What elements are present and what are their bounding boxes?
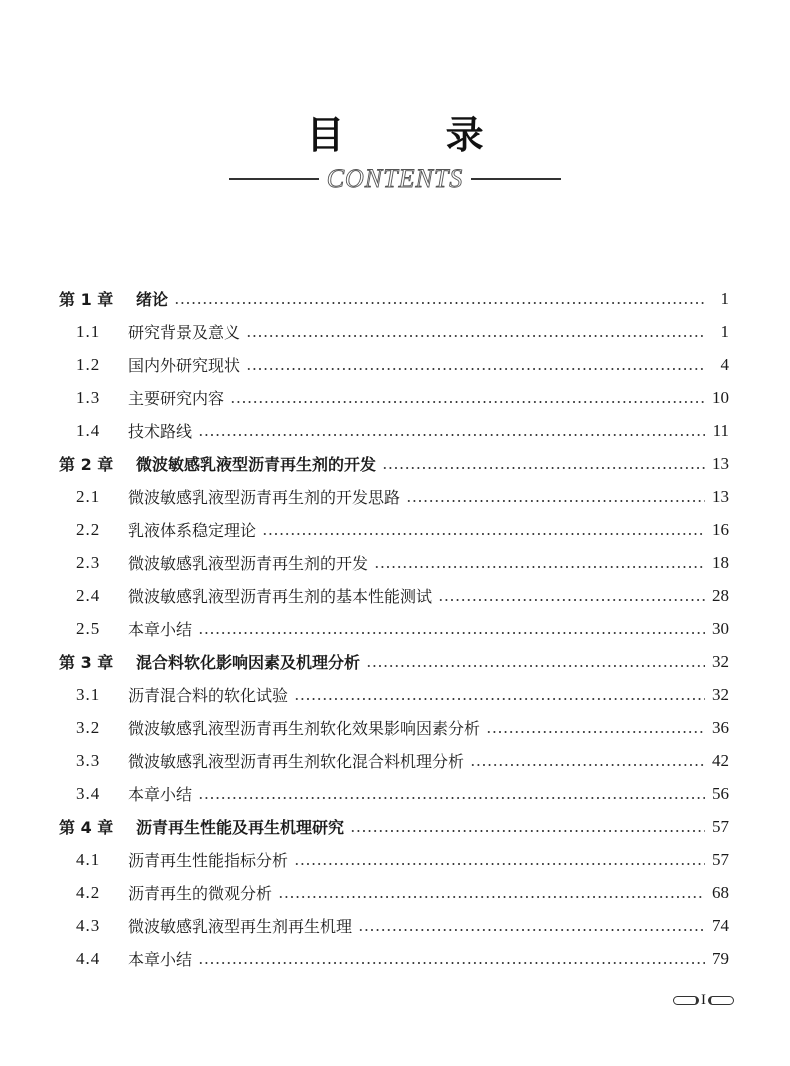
toc-dot-leader bbox=[366, 665, 705, 667]
toc-entry-number: 1.4 bbox=[76, 420, 101, 440]
toc-section-entry[interactable] bbox=[59, 579, 729, 612]
subtitle-rule-right bbox=[471, 178, 561, 180]
toc-entry-title: 微波敏感乳液型沥青再生剂的开发思路 bbox=[128, 488, 401, 507]
toc-dot-leader bbox=[470, 764, 705, 766]
toc-section-entry[interactable] bbox=[59, 612, 729, 645]
toc-entry-title: 混合料软化影响因素及机理分析 bbox=[136, 653, 361, 672]
table-of-contents bbox=[59, 282, 729, 975]
toc-entry-title: 微波敏感乳液型沥青再生剂软化效果影响因素分析 bbox=[128, 719, 481, 738]
toc-entry-page: 13 bbox=[712, 486, 729, 506]
toc-entry-page: 32 bbox=[712, 651, 729, 671]
toc-entry-number: 1.1 bbox=[76, 321, 101, 341]
toc-entry-page: 74 bbox=[712, 915, 729, 935]
toc-entry-title: 本章小结 bbox=[128, 620, 193, 639]
toc-section-entry[interactable] bbox=[59, 480, 729, 513]
toc-chapter-entry[interactable] bbox=[59, 447, 729, 480]
toc-entry-number: 4.2 bbox=[76, 882, 101, 902]
toc-dot-leader bbox=[278, 896, 705, 898]
toc-dot-leader bbox=[198, 632, 705, 634]
footer-ornament-left-icon bbox=[673, 996, 699, 1005]
toc-entry-number: 1.3 bbox=[76, 387, 101, 407]
toc-section-entry[interactable] bbox=[59, 546, 729, 579]
toc-entry-number: 3.3 bbox=[76, 750, 101, 770]
toc-entry-number: 2.1 bbox=[76, 486, 101, 506]
toc-entry-number: 4.1 bbox=[76, 849, 101, 869]
toc-dot-leader bbox=[486, 731, 705, 733]
toc-entry-number: 2.3 bbox=[76, 552, 101, 572]
toc-dot-leader bbox=[294, 698, 705, 700]
toc-dot-leader bbox=[374, 566, 705, 568]
toc-entry-number: 1.2 bbox=[76, 354, 101, 374]
toc-dot-leader bbox=[350, 830, 705, 832]
toc-entry-page: 32 bbox=[712, 684, 729, 704]
toc-entry-number: 2.4 bbox=[76, 585, 101, 605]
toc-entry-title: 微波敏感乳液型再生剂再生机理 bbox=[128, 917, 353, 936]
toc-section-entry[interactable] bbox=[59, 744, 729, 777]
toc-section-entry[interactable] bbox=[59, 414, 729, 447]
toc-dot-leader bbox=[198, 434, 705, 436]
subtitle-rule-left bbox=[229, 178, 319, 180]
toc-entry-title: 沥青再生性能及再生机理研究 bbox=[136, 818, 345, 837]
toc-entry-page: 11 bbox=[712, 420, 729, 440]
toc-entry-number: 2.5 bbox=[76, 618, 101, 638]
toc-entry-page: 18 bbox=[712, 552, 729, 572]
toc-section-entry[interactable] bbox=[59, 777, 729, 810]
toc-entry-title: 微波敏感乳液型沥青再生剂软化混合料机理分析 bbox=[128, 752, 465, 771]
toc-entry-title: 沥青再生性能指标分析 bbox=[128, 851, 289, 870]
toc-dot-leader bbox=[246, 368, 705, 370]
toc-chapter-entry[interactable] bbox=[59, 645, 729, 678]
toc-entry-number: 3.2 bbox=[76, 717, 101, 737]
toc-dot-leader bbox=[406, 500, 705, 502]
page-title: 目 录 bbox=[306, 113, 528, 157]
toc-dot-leader bbox=[358, 929, 705, 931]
toc-dot-leader bbox=[230, 401, 705, 403]
toc-entry-number: 第 3 章 bbox=[59, 653, 114, 672]
toc-entry-page: 16 bbox=[712, 519, 729, 539]
toc-dot-leader bbox=[294, 863, 705, 865]
toc-entry-number: 第 4 章 bbox=[59, 818, 114, 837]
toc-section-entry[interactable] bbox=[59, 513, 729, 546]
toc-entry-number: 4.4 bbox=[76, 948, 101, 968]
toc-dot-leader bbox=[382, 467, 705, 469]
toc-entry-title: 微波敏感乳液型沥青再生剂的开发 bbox=[136, 455, 377, 474]
subtitle-row bbox=[0, 164, 790, 194]
footer-page-number: I bbox=[701, 992, 706, 1008]
toc-entry-title: 本章小结 bbox=[128, 785, 193, 804]
toc-entry-title: 主要研究内容 bbox=[128, 389, 225, 408]
toc-chapter-entry[interactable] bbox=[59, 282, 729, 315]
toc-section-entry[interactable] bbox=[59, 909, 729, 942]
toc-entry-title: 乳液体系稳定理论 bbox=[128, 521, 257, 540]
toc-entry-number: 3.1 bbox=[76, 684, 101, 704]
toc-entry-page: 10 bbox=[712, 387, 729, 407]
toc-entry-page: 1 bbox=[720, 321, 729, 341]
toc-entry-page: 57 bbox=[712, 816, 729, 836]
toc-entry-page: 28 bbox=[712, 585, 729, 605]
toc-section-entry[interactable] bbox=[59, 348, 729, 381]
toc-dot-leader bbox=[246, 335, 705, 337]
toc-section-entry[interactable] bbox=[59, 876, 729, 909]
toc-entry-page: 30 bbox=[712, 618, 729, 638]
toc-dot-leader bbox=[262, 533, 705, 535]
page-footer bbox=[673, 990, 734, 1010]
toc-entry-title: 本章小结 bbox=[128, 950, 193, 969]
toc-entry-number: 第 1 章 bbox=[59, 290, 114, 309]
toc-entry-page: 4 bbox=[720, 354, 729, 374]
toc-section-entry[interactable] bbox=[59, 381, 729, 414]
footer-ornament-right-icon bbox=[708, 996, 734, 1005]
toc-section-entry[interactable] bbox=[59, 315, 729, 348]
toc-section-entry[interactable] bbox=[59, 678, 729, 711]
subtitle: CONTENTS bbox=[326, 164, 464, 193]
toc-entry-title: 沥青混合料的软化试验 bbox=[128, 686, 289, 705]
toc-entry-number: 4.3 bbox=[76, 915, 101, 935]
toc-entry-page: 68 bbox=[712, 882, 729, 902]
toc-entry-page: 42 bbox=[712, 750, 729, 770]
toc-entry-title: 微波敏感乳液型沥青再生剂的开发 bbox=[128, 554, 369, 573]
toc-entry-number: 3.4 bbox=[76, 783, 101, 803]
toc-dot-leader bbox=[198, 797, 705, 799]
toc-entry-page: 57 bbox=[712, 849, 729, 869]
toc-entry-page: 56 bbox=[712, 783, 729, 803]
toc-entry-title: 沥青再生的微观分析 bbox=[128, 884, 273, 903]
toc-entry-title: 绪论 bbox=[136, 290, 169, 309]
toc-entry-page: 13 bbox=[712, 453, 729, 473]
toc-entry-title: 微波敏感乳液型沥青再生剂的基本性能测试 bbox=[128, 587, 433, 606]
toc-section-entry[interactable] bbox=[59, 942, 729, 975]
toc-entry-number: 第 2 章 bbox=[59, 455, 114, 474]
toc-chapter-entry[interactable] bbox=[59, 810, 729, 843]
toc-entry-page: 79 bbox=[712, 948, 729, 968]
toc-section-entry[interactable] bbox=[59, 843, 729, 876]
toc-entry-title: 研究背景及意义 bbox=[128, 323, 241, 342]
toc-entry-number: 2.2 bbox=[76, 519, 101, 539]
toc-entry-page: 36 bbox=[712, 717, 729, 737]
toc-dot-leader bbox=[438, 599, 705, 601]
toc-dot-leader bbox=[198, 962, 705, 964]
toc-section-entry[interactable] bbox=[59, 711, 729, 744]
toc-entry-page: 1 bbox=[720, 288, 729, 308]
toc-dot-leader bbox=[174, 302, 705, 304]
toc-entry-title: 技术路线 bbox=[128, 422, 193, 441]
toc-entry-title: 国内外研究现状 bbox=[128, 356, 241, 375]
